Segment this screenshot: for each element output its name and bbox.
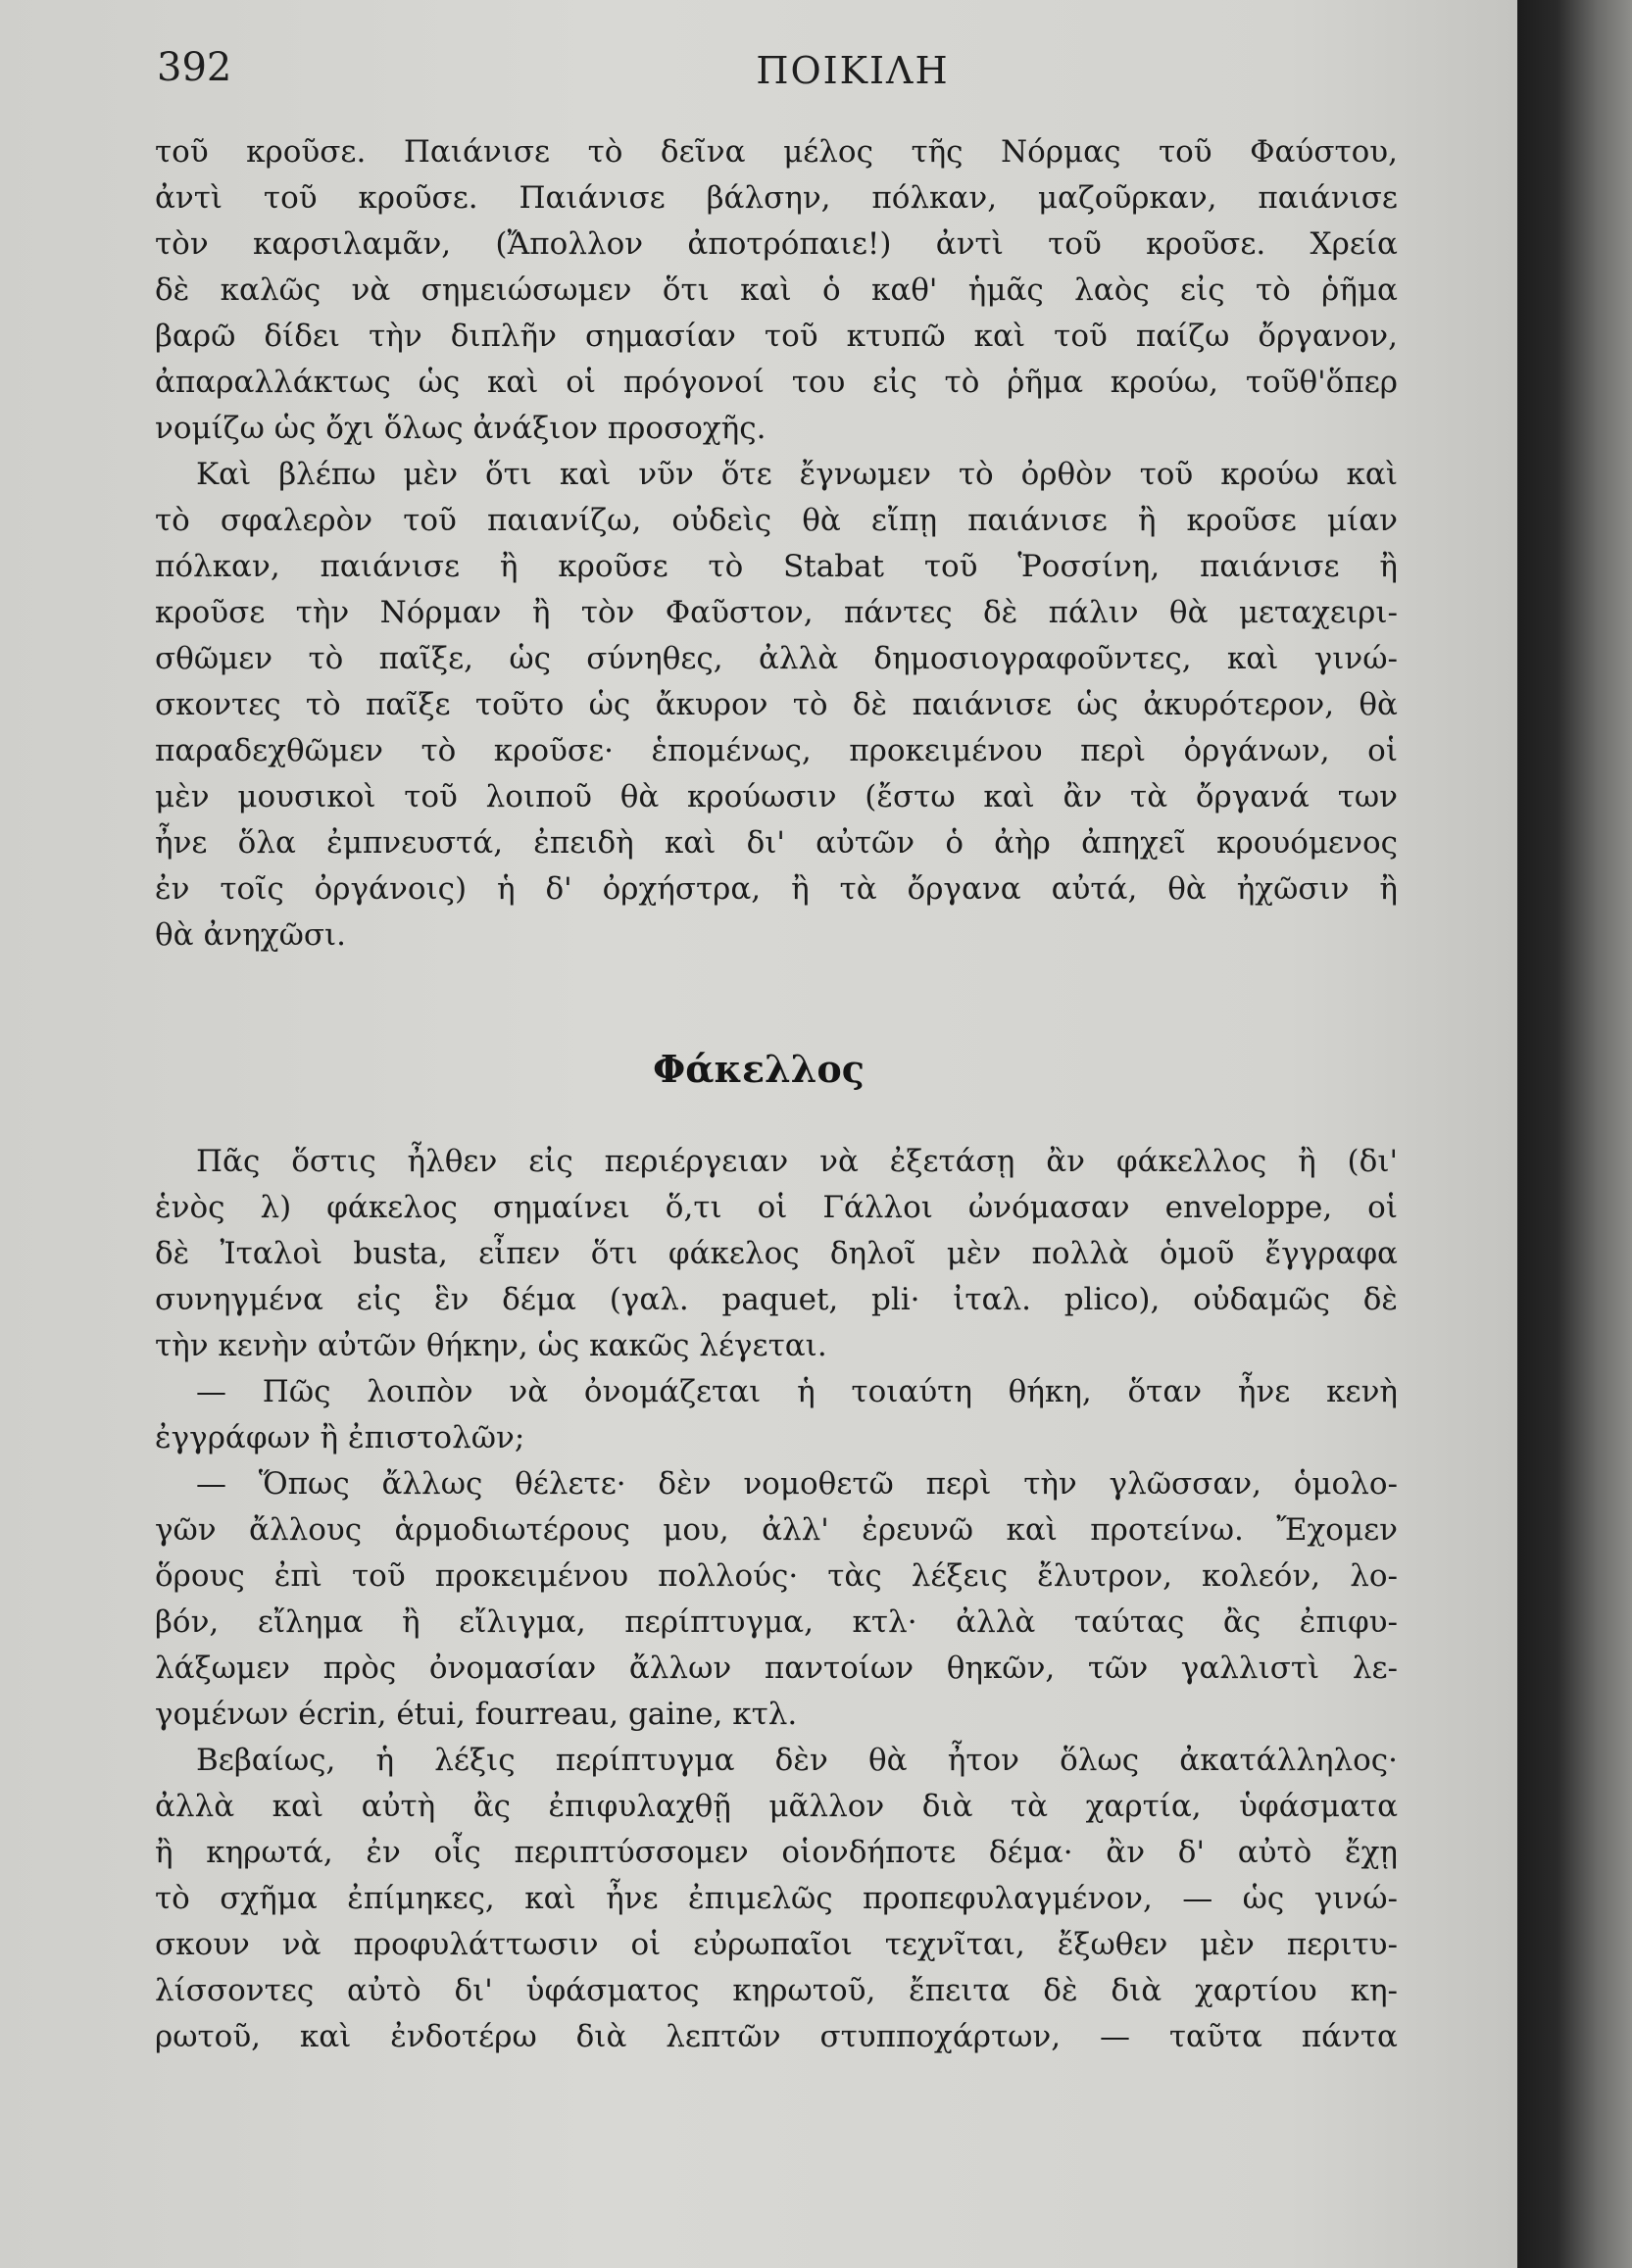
text-line: ἀλλὰ καὶ αὐτὴ ἂς ἐπιφυλαχθῇ μᾶλλον διὰ τὰ χαρτία, ὑφάσματα: [155, 1789, 1398, 1824]
body-section-2: [155, 1139, 1398, 2060]
text-line: γομένων écrin, étui, fourreau, gaine, κτλ.: [155, 1697, 798, 1732]
text-line: ἦνε ὅλα ἐμπνευστά, ἐπειδὴ καὶ δι' αὐτῶν ὁ ἀὴρ ἀπηχεῖ κρουόμενος: [155, 825, 1398, 861]
text-line: δὲ καλῶς νὰ σημειώσωμεν ὅτι καὶ ὁ καθ' ἡμᾶς λαὸς εἰς τὸ ῥῆμα: [155, 272, 1398, 308]
text-line: ἐν τοῖς ὀργάνοις) ἡ δ' ὀρχήστρα, ἢ τὰ ὄργανα αὐτά, θὰ ἠχῶσιν ἢ: [155, 871, 1398, 907]
text-line: Βεβαίως, ἡ λέξις περίπτυγμα δὲν θὰ ἦτον ὅλως ἀκατάλληλος·: [196, 1743, 1398, 1778]
page-header: [157, 45, 1470, 104]
text-line: ἀντὶ τοῦ κροῦσε. Παιάνισε βάλσην, πόλκαν, μαζοῦρκαν, παιάνισε: [155, 180, 1398, 216]
running-head: ΠΟΙΚΙΛΗ: [756, 49, 950, 92]
section-heading: Φάκελλος: [653, 1047, 865, 1091]
text-line: σκουν νὰ προφυλάττωσιν οἱ εὐρωπαῖοι τεχνῖται, ἔξωθεν μὲν περιτυ-: [155, 1927, 1398, 1962]
text-line: τὸ σφαλερὸν τοῦ παιανίζω, οὐδεὶς θὰ εἴπῃ παιάνισε ἢ κροῦσε μίαν: [155, 503, 1398, 538]
text-line: ἢ κηρωτά, ἐν οἷς περιπτύσσομεν οἱονδήποτε δέμα· ἂν δ' αὐτὸ ἔχῃ: [155, 1835, 1398, 1870]
text-line: — Ὅπως ἄλλως θέλετε· δὲν νομοθετῶ περὶ τὴν γλῶσσαν, ὁμολο-: [196, 1466, 1398, 1502]
text-line: γῶν ἄλλους ἁρμοδιωτέρους μου, ἀλλ' ἐρευνῶ καὶ προτείνω. Ἔχομεν: [155, 1512, 1398, 1548]
book-gutter-shadow: [1517, 0, 1632, 2268]
text-line: συνηγμένα εἰς ἓν δέμα (γαλ. paquet, pli· ἰταλ. plico), οὐδαμῶς δὲ: [155, 1282, 1398, 1317]
text-line: λίσσοντες αὐτὸ δι' ὑφάσματος κηρωτοῦ, ἔπειτα δὲ διὰ χαρτίου κη-: [155, 1973, 1398, 2008]
text-line: κροῦσε τὴν Νόρμαν ἢ τὸν Φαῦστον, πάντες δὲ πάλιν θὰ μεταχειρι-: [155, 595, 1398, 630]
text-line: σκοντες τὸ παῖξε τοῦτο ὡς ἄκυρον τὸ δὲ παιάνισε ὡς ἀκυρότερον, θὰ: [155, 687, 1398, 722]
text-line: Καὶ βλέπω μὲν ὅτι καὶ νῦν ὅτε ἔγνωμεν τὸ ὀρθὸν τοῦ κρούω καὶ: [196, 457, 1398, 492]
text-line: ὅρους ἐπὶ τοῦ προκειμένου πολλούς· τὰς λέξεις ἔλυτρον, κολεόν, λο-: [155, 1558, 1398, 1594]
text-line: μὲν μουσικοὶ τοῦ λοιποῦ θὰ κρούωσιν (ἔστω καὶ ἂν τὰ ὄργανά των: [155, 779, 1398, 814]
text-line: θὰ ἀνηχῶσι.: [155, 917, 347, 953]
text-line: τὴν κενὴν αὐτῶν θήκην, ὡς κακῶς λέγεται.: [155, 1328, 827, 1363]
text-line: βόν, εἴλημα ἢ εἴλιγμα, περίπτυγμα, κτλ· ἀλλὰ ταύτας ἂς ἐπιφυ-: [155, 1604, 1398, 1640]
text-line: ἐγγράφων ἢ ἐπιστολῶν;: [155, 1420, 525, 1455]
text-line: δὲ Ἰταλοὶ busta, εἶπεν ὅτι φάκελος δηλοῖ μὲν πολλὰ ὁμοῦ ἔγγραφα: [155, 1236, 1398, 1271]
text-line: λάξωμεν πρὸς ὀνομασίαν ἄλλων παντοίων θηκῶν, τῶν γαλλιστὶ λε-: [155, 1651, 1398, 1686]
body-section-1: [155, 129, 1398, 959]
text-line: ρωτοῦ, καὶ ἐνδοτέρω διὰ λεπτῶν στυπποχάρτων, — ταῦτα πάντα: [155, 2019, 1398, 2054]
text-line: παραδεχθῶμεν τὸ κροῦσε· ἑπομένως, προκειμένου περὶ ὀργάνων, οἱ: [155, 733, 1398, 768]
text-line: τὸ σχῆμα ἐπίμηκες, καὶ ἦνε ἐπιμελῶς προπεφυλαγμένον, — ὡς γινώ-: [155, 1881, 1398, 1916]
text-line: Πᾶς ὅστις ἦλθεν εἰς περιέργειαν νὰ ἐξετάσῃ ἂν φάκελλος ἢ (δι': [196, 1144, 1398, 1179]
text-line: ἑνὸς λ) φάκελος σημαίνει ὅ,τι οἱ Γάλλοι ὠνόμασαν enveloppe, οἱ: [155, 1190, 1398, 1225]
text-line: νομίζω ὡς ὄχι ὅλως ἀνάξιον προσοχῆς.: [155, 411, 767, 446]
text-line: — Πῶς λοιπὸν νὰ ὀνομάζεται ἡ τοιαύτη θήκη, ὅταν ἦνε κενὴ: [196, 1374, 1398, 1409]
text-line: πόλκαν, παιάνισε ἢ κροῦσε τὸ Stabat τοῦ Ῥοσσίνη, παιάνισε ἢ: [155, 549, 1398, 584]
text-line: ἀπαραλλάκτως ὡς καὶ οἱ πρόγονοί του εἰς τὸ ῥῆμα κρούω, τοῦθ'ὅπερ: [155, 365, 1398, 400]
page-number: 392: [157, 45, 232, 90]
text-line: τὸν καρσιλαμᾶν, (Ἄπολλον ἀποτρόπαιε!) ἀντὶ τοῦ κροῦσε. Χρεία: [155, 226, 1398, 262]
text-line: σθῶμεν τὸ παῖξε, ὡς σύνηθες, ἀλλὰ δημοσιογραφοῦντες, καὶ γινώ-: [155, 641, 1398, 676]
text-line: τοῦ κροῦσε. Παιάνισε τὸ δεῖνα μέλος τῆς Νόρμας τοῦ Φαύστου,: [155, 134, 1398, 170]
text-line: βαρῶ δίδει τὴν διπλῆν σημασίαν τοῦ κτυπῶ καὶ τοῦ παίζω ὄργανον,: [155, 319, 1398, 354]
